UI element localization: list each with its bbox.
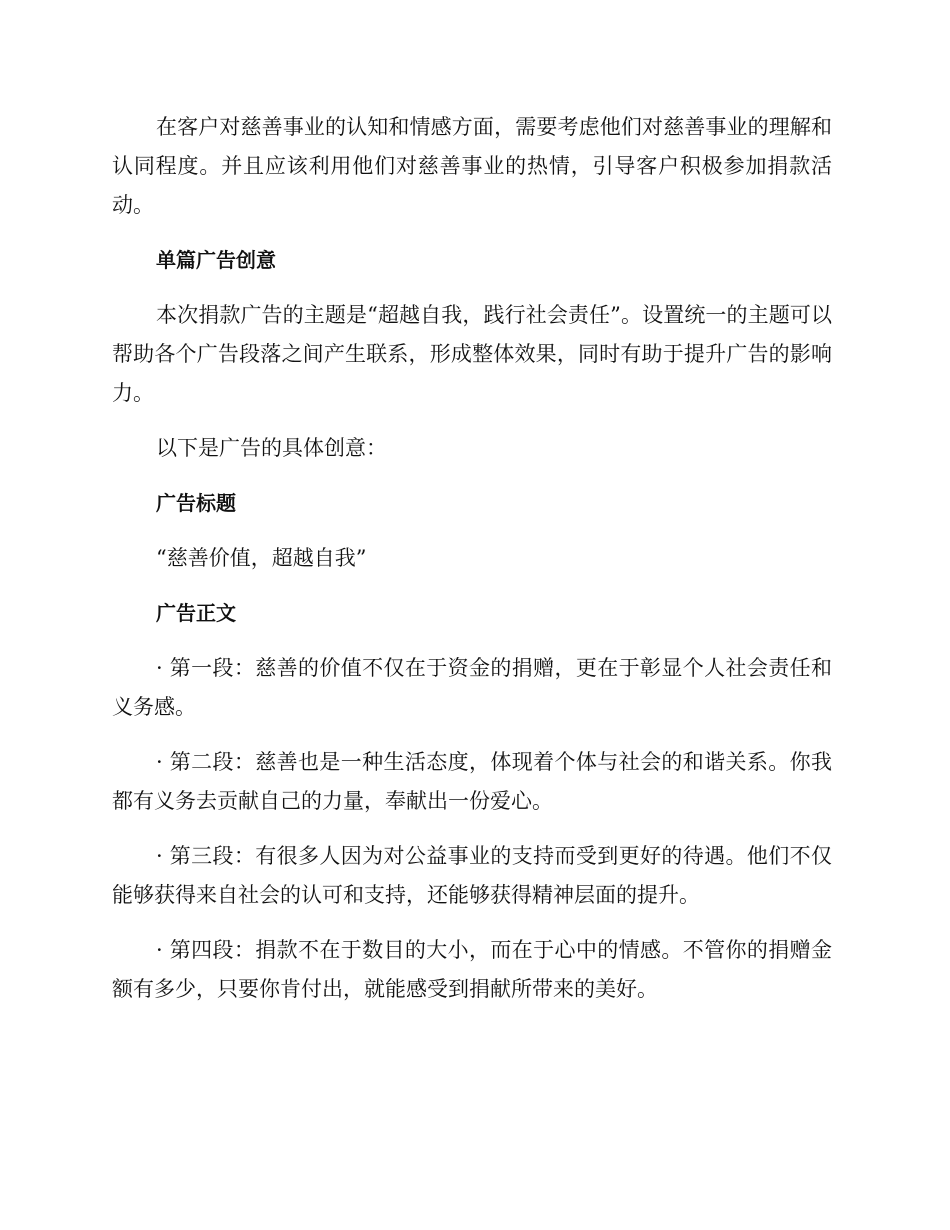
heading-ad-title: 广告标题 (156, 491, 236, 515)
paragraph-lead-in: 以下是广告的具体创意： (156, 436, 387, 460)
paragraph-intro: 在客户对慈善事业的认知和情感方面，需要考虑他们对慈善事业的理解和认同程度。并且应该利用他们对慈善事业的热情，引导客户积极参加捐款活动。 (112, 115, 832, 217)
ad-title-text: “慈善价值，超越自我” (156, 546, 367, 570)
bullet-paragraph-1: · 第一段：慈善的价值不仅在于资金的捐赠，更在于彰显个人社会责任和义务感。 (112, 656, 832, 719)
heading-ad-body: 广告正文 (156, 601, 236, 625)
bullet-paragraph-2: · 第二段：慈善也是一种生活态度，体现着个体与社会的和谐关系。你我都有义务去贡献自己的力量，奉献出一份爱心。 (112, 750, 832, 813)
document-body (112, 108, 832, 1025)
bullet-paragraph-4: · 第四段：捐款不在于数目的大小，而在于心中的情感。不管你的捐赠金额有多少，只要你肯付出，就能感受到捐献所带来的美好。 (112, 938, 832, 1001)
bullet-paragraph-3: · 第三段：有很多人因为对公益事业的支持而受到更好的待遇。他们不仅能够获得来自社会的认可和支持，还能够获得精神层面的提升。 (112, 844, 832, 907)
heading-single-ad-idea: 单篇广告创意 (156, 248, 276, 272)
paragraph-theme: 本次捐款广告的主题是“超越自我，践行社会责任”。设置统一的主题可以帮助各个广告段落之间产生联系，形成整体效果，同时有助于提升广告的影响力。 (112, 303, 832, 405)
